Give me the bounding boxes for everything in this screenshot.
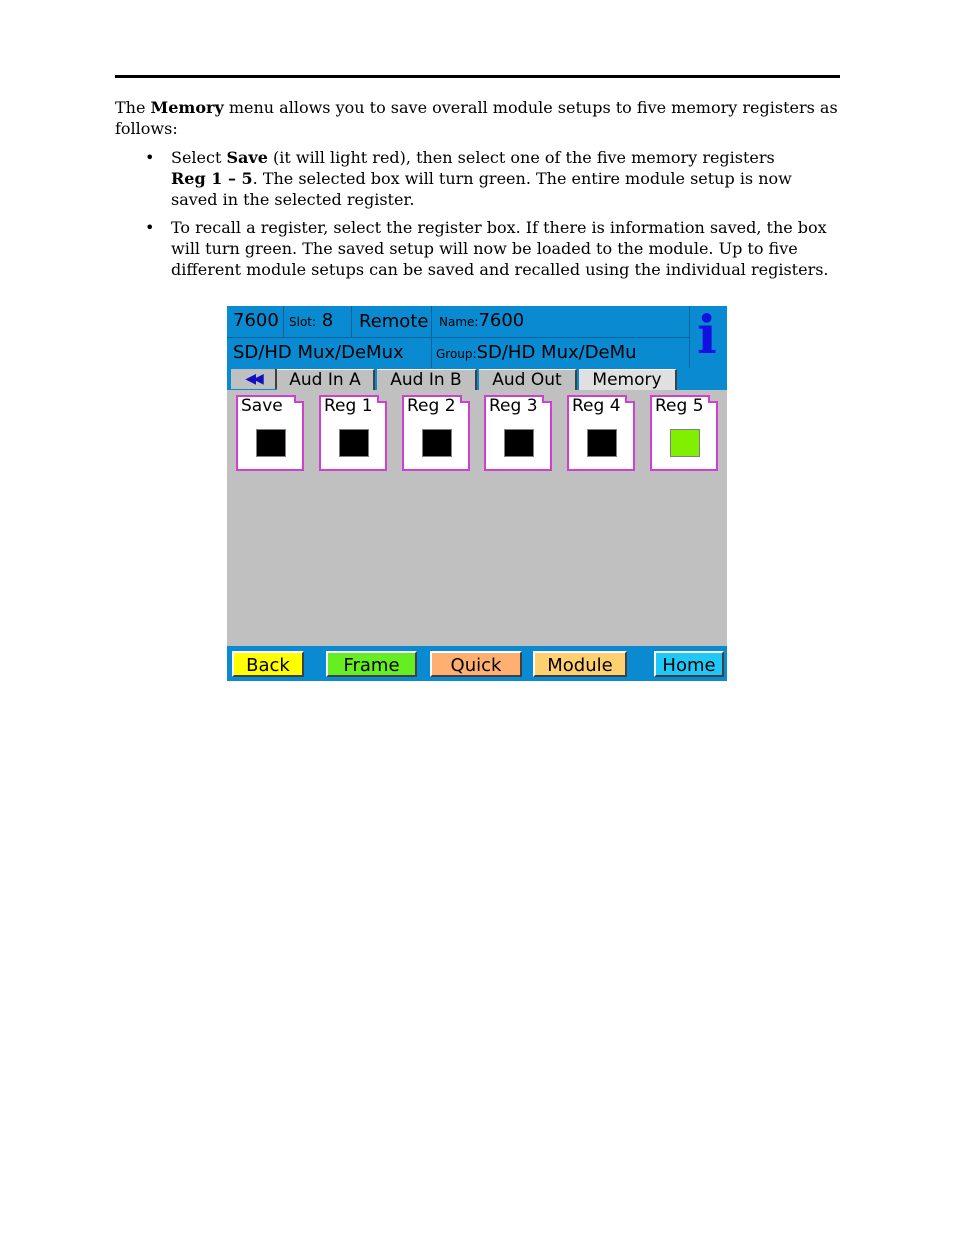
register-save[interactable] xyxy=(236,395,304,471)
back-arrows-icon[interactable]: ◀◀ xyxy=(231,369,277,389)
bullet-icon: • xyxy=(145,218,155,237)
mode-label: Remote xyxy=(359,311,429,332)
register-reg-4[interactable] xyxy=(567,395,635,471)
frame-button[interactable]: Frame xyxy=(326,651,417,677)
memory-menu-screenshot xyxy=(227,306,727,681)
register-indicator xyxy=(504,429,534,457)
register-reg-1[interactable] xyxy=(319,395,387,471)
register-label: Reg 5 xyxy=(655,396,704,416)
register-label: Reg 3 xyxy=(489,396,538,416)
tab-aud-out[interactable]: Aud Out xyxy=(479,369,577,390)
register-indicator xyxy=(670,429,700,457)
register-indicator xyxy=(587,429,617,457)
register-indicator xyxy=(422,429,452,457)
info-icon[interactable]: i xyxy=(697,306,717,366)
footer-bar xyxy=(227,646,727,681)
tab-bar xyxy=(227,368,727,390)
tab-memory[interactable]: Memory xyxy=(579,369,677,390)
intro-paragraph: The Memory menu allows you to save overall module setups to five memory registers as follows: xyxy=(115,98,838,138)
tab-aud-in-a[interactable]: Aud In A xyxy=(277,369,375,390)
register-reg-5[interactable] xyxy=(650,395,718,471)
model-label: 7600 xyxy=(233,310,279,331)
slot-field: Slot: 8 xyxy=(289,310,334,331)
module-button[interactable]: Module xyxy=(533,651,627,677)
register-label: Reg 4 xyxy=(572,396,621,416)
list-item: • Select Save (it will light red), then select one of the five memory registers Reg 1 – 5. The selected box will turn green. The entire module setup is now saved in the selected register. xyxy=(145,148,792,209)
register-indicator xyxy=(256,429,286,457)
group-field: Group:SD/HD Mux/DeMu xyxy=(436,342,637,363)
register-reg-2[interactable] xyxy=(402,395,470,471)
document-body xyxy=(115,97,840,287)
register-indicator xyxy=(339,429,369,457)
home-button[interactable]: Home xyxy=(654,651,724,677)
module-type: SD/HD Mux/DeMux xyxy=(233,342,404,363)
name-field: Name:7600 xyxy=(439,310,525,331)
register-label: Reg 1 xyxy=(324,396,373,416)
register-reg-3[interactable] xyxy=(484,395,552,471)
header-rule xyxy=(115,75,840,78)
instruction-list xyxy=(115,147,840,280)
bullet-icon: • xyxy=(145,148,155,167)
register-label: Save xyxy=(241,396,283,416)
quick-button[interactable]: Quick xyxy=(430,651,522,677)
back-button[interactable]: Back xyxy=(232,651,304,677)
list-item: • To recall a register, select the register box. If there is information saved, the box will turn green. The saved setup will now be loaded to the module. Up to five different module setups can be saved and recalled using the individual registers. xyxy=(145,218,829,279)
tab-aud-in-b[interactable]: Aud In B xyxy=(377,369,477,390)
register-label: Reg 2 xyxy=(407,396,456,416)
